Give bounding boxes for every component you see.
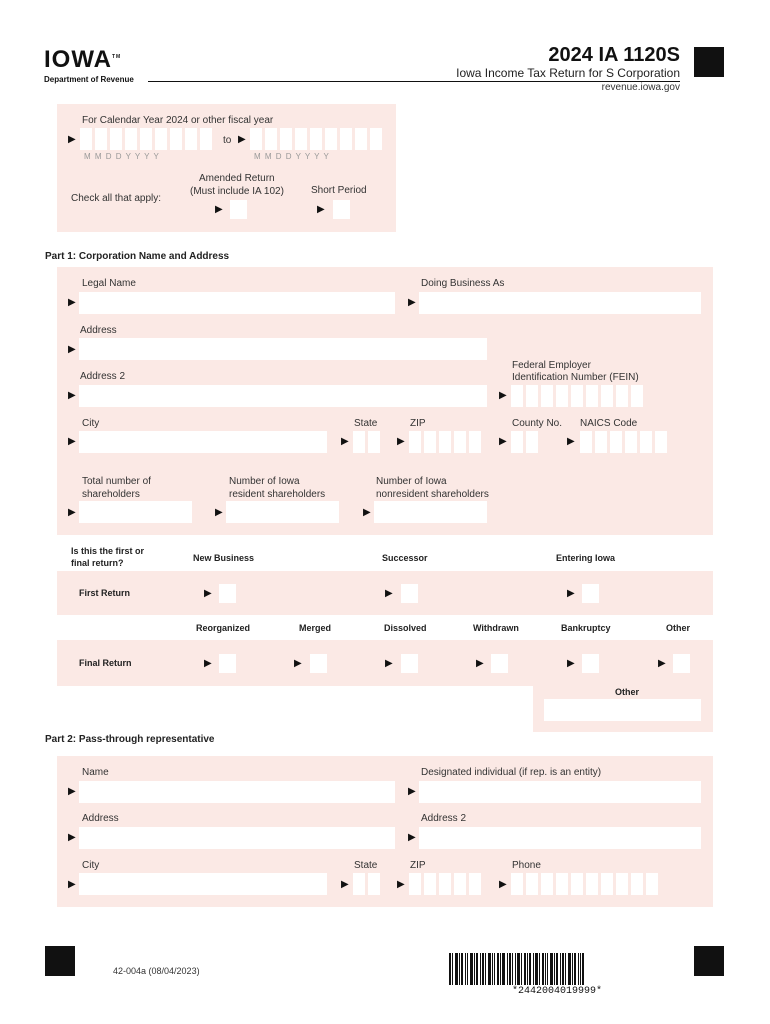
other-explain-label: Other (615, 687, 640, 697)
naics-label: NAICS Code (580, 418, 638, 429)
arrow-icon: ▶ (68, 879, 76, 890)
arrow-icon: ▶ (341, 879, 349, 890)
department-name: Department of Revenue (44, 75, 134, 84)
arrow-icon: ▶ (476, 658, 484, 669)
dba-label: Doing Business As (421, 278, 505, 289)
other-checkbox[interactable] (673, 654, 690, 673)
form-code: 42-004a (08/04/2023) (113, 966, 200, 976)
form-title: 2024 IA 1120S (548, 44, 680, 66)
arrow-icon: ▶ (499, 436, 507, 447)
naics-input[interactable] (580, 431, 667, 453)
state-input[interactable] (353, 431, 380, 453)
barcode-text: *2442004019999* (512, 986, 603, 997)
state-label: State (354, 418, 378, 429)
designated-input[interactable] (419, 781, 701, 803)
registration-mark-bottom-right (694, 946, 724, 976)
arrow-icon: ▶ (408, 832, 416, 843)
to-label: to (223, 135, 232, 146)
arrow-icon: ▶ (68, 134, 76, 145)
designated-label: Designated individual (if rep. is an entity) (421, 767, 602, 778)
registration-mark-bottom-left (45, 946, 75, 976)
city-label: City (82, 418, 100, 429)
logo-tm: TM (112, 54, 122, 60)
first-return-label: First Return (79, 588, 131, 598)
arrow-icon: ▶ (363, 507, 371, 518)
arrow-icon: ▶ (68, 507, 76, 518)
county-label: County No. (512, 418, 563, 429)
merged-checkbox[interactable] (310, 654, 327, 673)
arrow-icon: ▶ (408, 297, 416, 308)
rep-name-input[interactable] (79, 781, 395, 803)
total-shareholders-input[interactable] (79, 501, 192, 523)
legal-name-label: Legal Name (82, 278, 136, 289)
dba-input[interactable] (419, 292, 701, 314)
rep-zip-input[interactable] (409, 873, 481, 895)
zip-label: ZIP (410, 418, 426, 429)
rep-phone-input[interactable] (511, 873, 658, 895)
new-business-label: New Business (193, 553, 255, 563)
arrow-icon: ▶ (499, 390, 507, 401)
city-input[interactable] (79, 431, 327, 453)
rep-address2-label: Address 2 (421, 813, 467, 824)
amended-return-checkbox[interactable] (230, 200, 247, 219)
arrow-icon: ▶ (68, 390, 76, 401)
nonresident-shareholders-label-2: nonresident shareholders (376, 489, 489, 500)
bankruptcy-label: Bankruptcy (561, 623, 611, 633)
rep-city-input[interactable] (79, 873, 327, 895)
barcode-image (449, 953, 675, 985)
arrow-icon: ▶ (385, 658, 393, 669)
start-date-hint: M M D D Y Y Y Y (84, 152, 160, 161)
merged-label: Merged (299, 623, 332, 633)
arrow-icon: ▶ (68, 297, 76, 308)
arrow-icon: ▶ (397, 879, 405, 890)
first-final-question-1: Is this the first or (71, 546, 145, 556)
arrow-icon: ▶ (385, 588, 393, 599)
reorganized-label: Reorganized (196, 623, 251, 633)
legal-name-input[interactable] (79, 292, 395, 314)
arrow-icon: ▶ (204, 658, 212, 669)
arrow-icon: ▶ (215, 204, 223, 215)
successor-label: Successor (382, 553, 428, 563)
website: revenue.iowa.gov (601, 82, 680, 93)
registration-mark-top-right (694, 47, 724, 77)
dissolved-checkbox[interactable] (401, 654, 418, 673)
withdrawn-checkbox[interactable] (491, 654, 508, 673)
form-subtitle: Iowa Income Tax Return for S Corporation (456, 66, 680, 80)
end-date-input[interactable] (250, 128, 382, 150)
arrow-icon: ▶ (567, 436, 575, 447)
arrow-icon: ▶ (204, 588, 212, 599)
fein-input[interactable] (511, 385, 643, 407)
bankruptcy-checkbox[interactable] (582, 654, 599, 673)
amended-label-2: (Must include IA 102) (190, 186, 284, 197)
rep-address-input[interactable] (79, 827, 395, 849)
arrow-icon: ▶ (68, 436, 76, 447)
final-return-label: Final Return (79, 658, 132, 668)
rep-city-label: City (82, 860, 100, 871)
start-date-input[interactable] (80, 128, 212, 150)
arrow-icon: ▶ (238, 134, 246, 145)
arrow-icon: ▶ (397, 436, 405, 447)
dissolved-label: Dissolved (384, 623, 427, 633)
nonresident-shareholders-input[interactable] (374, 501, 487, 523)
address2-label: Address 2 (80, 371, 126, 382)
address-input[interactable] (79, 338, 487, 360)
address2-input[interactable] (79, 385, 487, 407)
short-period-label: Short Period (311, 185, 367, 196)
rep-address2-input[interactable] (419, 827, 701, 849)
fein-label-2: Identification Number (FEIN) (512, 372, 639, 383)
arrow-icon: ▶ (68, 786, 76, 797)
address-label: Address (80, 325, 117, 336)
resident-shareholders-input[interactable] (226, 501, 339, 523)
entering-iowa-checkbox[interactable] (582, 584, 599, 603)
rep-phone-label: Phone (512, 860, 541, 871)
nonresident-shareholders-label-1: Number of Iowa (376, 476, 447, 487)
part1-title: Part 1: Corporation Name and Address (45, 251, 230, 262)
first-final-question-2: final return? (71, 558, 124, 568)
arrow-icon: ▶ (341, 436, 349, 447)
reorganized-checkbox[interactable] (219, 654, 236, 673)
arrow-icon: ▶ (567, 588, 575, 599)
iowa-logo (44, 46, 121, 74)
resident-shareholders-label-1: Number of Iowa (229, 476, 300, 487)
arrow-icon: ▶ (658, 658, 666, 669)
fein-label-1: Federal Employer (512, 360, 591, 371)
period-label: For Calendar Year 2024 or other fiscal year (82, 115, 274, 126)
rep-zip-label: ZIP (410, 860, 426, 871)
amended-label-1: Amended Return (199, 173, 275, 184)
arrow-icon: ▶ (567, 658, 575, 669)
withdrawn-label: Withdrawn (473, 623, 519, 633)
arrow-icon: ▶ (68, 344, 76, 355)
county-input[interactable] (511, 431, 538, 453)
arrow-icon: ▶ (408, 786, 416, 797)
new-business-checkbox[interactable] (219, 584, 236, 603)
total-shareholders-label-2: shareholders (82, 489, 140, 500)
logo-text: IOWA (44, 46, 112, 73)
entering-iowa-label: Entering Iowa (556, 553, 616, 563)
rep-name-label: Name (82, 767, 109, 778)
check-all-label: Check all that apply: (71, 193, 162, 204)
other-label: Other (666, 623, 691, 633)
arrow-icon: ▶ (317, 204, 325, 215)
rep-address-label: Address (82, 813, 119, 824)
header-rule (148, 81, 680, 82)
zip-input[interactable] (409, 431, 481, 453)
successor-checkbox[interactable] (401, 584, 418, 603)
short-period-checkbox[interactable] (333, 200, 350, 219)
arrow-icon: ▶ (294, 658, 302, 669)
part2-title: Part 2: Pass-through representative (45, 734, 215, 745)
total-shareholders-label-1: Total number of (82, 476, 151, 487)
rep-state-label: State (354, 860, 378, 871)
resident-shareholders-label-2: resident shareholders (229, 489, 326, 500)
arrow-icon: ▶ (499, 879, 507, 890)
arrow-icon: ▶ (215, 507, 223, 518)
other-explain-input[interactable] (544, 699, 701, 721)
rep-state-input[interactable] (353, 873, 380, 895)
arrow-icon: ▶ (68, 832, 76, 843)
end-date-hint: M M D D Y Y Y Y (254, 152, 330, 161)
